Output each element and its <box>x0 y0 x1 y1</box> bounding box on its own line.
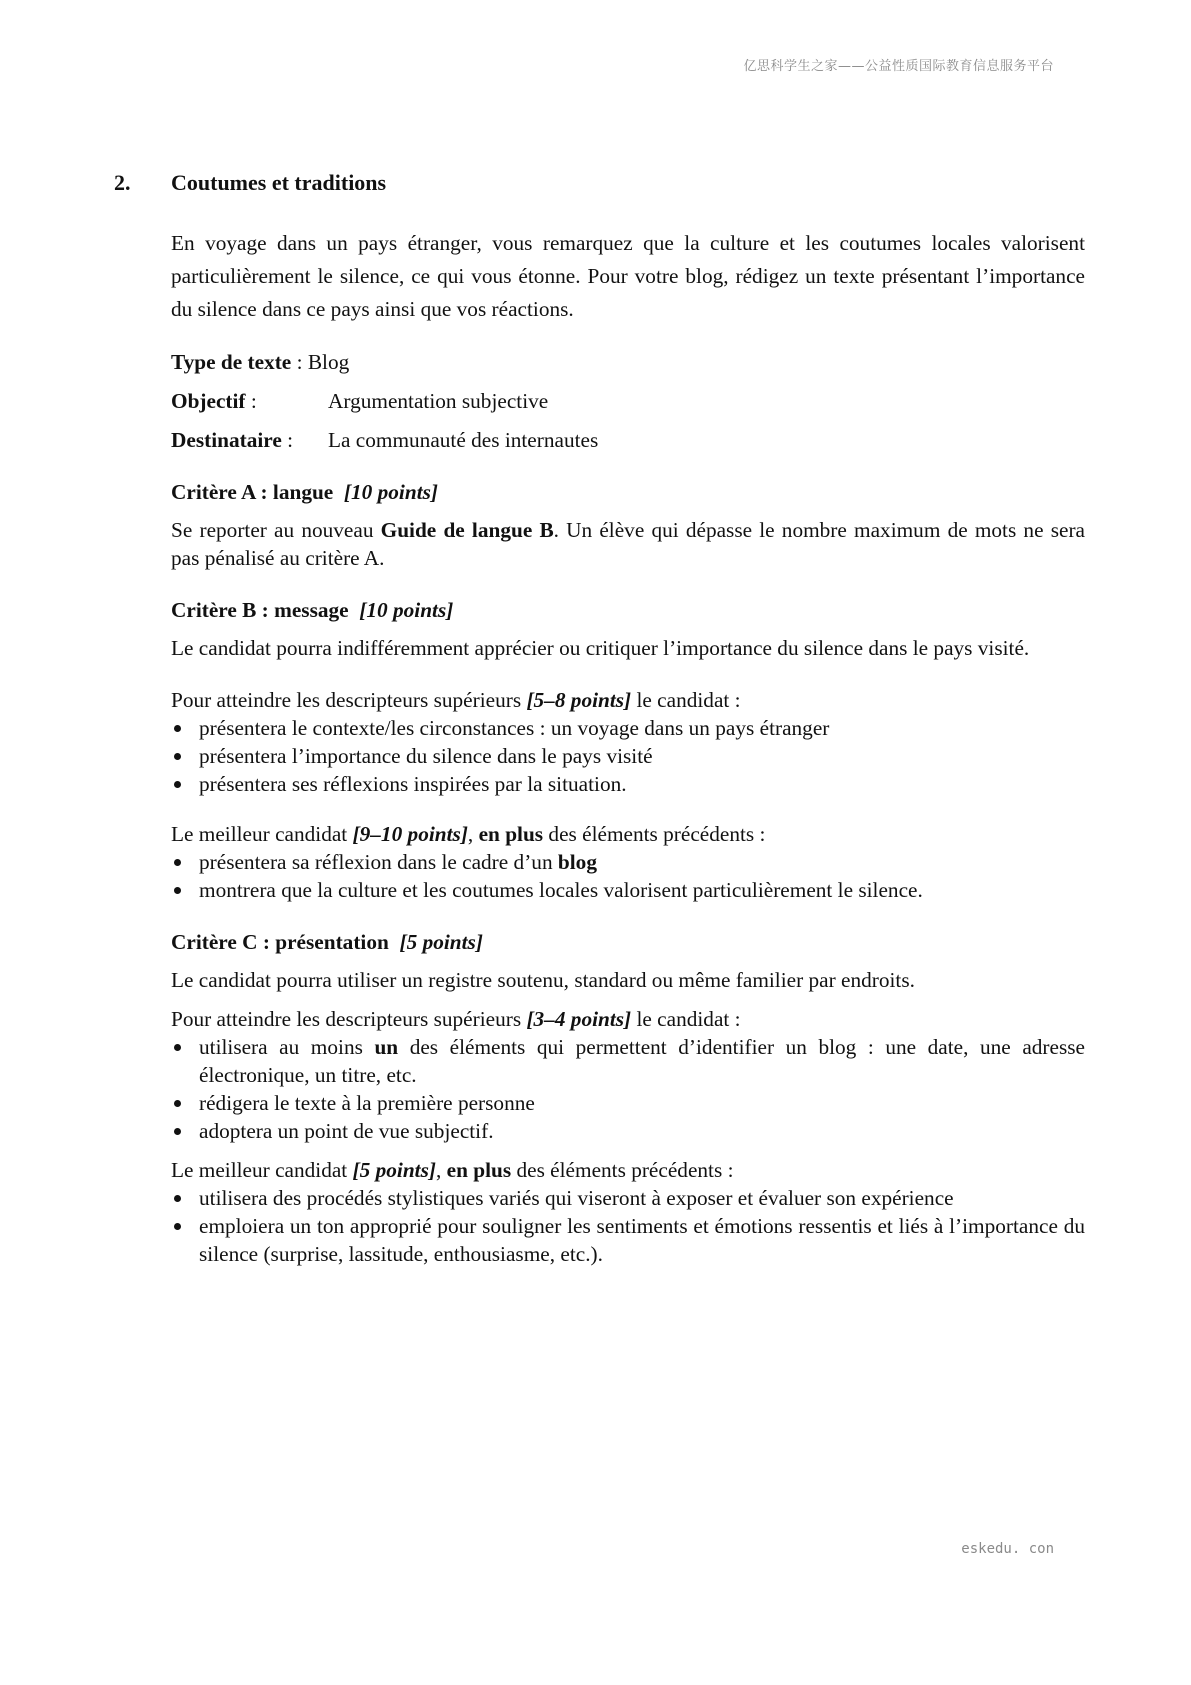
criterion-b-title: Critère B : message [10 points] <box>171 598 454 622</box>
document-body <box>171 227 1085 1268</box>
criterion-b-best-list <box>171 848 1085 904</box>
list-item: rédigera le texte à la première personne <box>171 1089 1085 1117</box>
field-objectif: Objectif : Argumentation subjective <box>171 389 549 413</box>
criterion-b-upper-intro: Pour atteindre les descripteurs supérieurs [5–8 points] le candidat : <box>171 688 741 712</box>
criterion-a-text: Se reporter au nouveau Guide de langue B. Un élève qui dépasse le nombre maximum de mots ne sera pas pénalisé au critère A. <box>171 518 1085 570</box>
list-item: emploiera un ton approprié pour souligner les sentiments et émotions ressentis et liés à l’importance du silence (surprise, lassitude, enthousiasme, etc.). <box>171 1212 1085 1268</box>
list-item: présentera ses réflexions inspirées par la situation. <box>171 770 1085 798</box>
field-type-value: Blog <box>307 350 350 374</box>
list-item: adoptera un point de vue subjectif. <box>171 1117 1085 1145</box>
list-item: présentera le contexte/les circonstances : un voyage dans un pays étranger <box>171 714 1085 742</box>
criterion-b-best-intro: Le meilleur candidat [9–10 points], en plus des éléments précédents : <box>171 822 766 846</box>
criterion-b-upper-list <box>171 714 1085 798</box>
criterion-a-title: Critère A : langue [10 points] <box>171 480 438 504</box>
field-objectif-value: Argumentation subjective <box>328 389 549 413</box>
list-item: montrera que la culture et les coutumes locales valorisent particulièrement le silence. <box>171 876 1085 904</box>
field-type-label: Type de texte <box>171 350 292 374</box>
section-number: 2. <box>114 170 131 195</box>
page-header: 亿思科学生之家——公益性质国际教育信息服务平台 <box>743 59 1054 74</box>
section-title: Coutumes et traditions <box>171 170 387 195</box>
criterion-c-points: [5 points] <box>399 930 483 954</box>
field-destinataire-label: Destinataire <box>171 428 282 452</box>
list-item: utilisera des procédés stylistiques variés qui viseront à exposer et évaluer son expérience <box>171 1184 1085 1212</box>
criterion-b-points: [10 points] <box>359 598 454 622</box>
field-destinataire-value: La communauté des internautes <box>328 428 599 452</box>
criterion-c-best-intro: Le meilleur candidat [5 points], en plus des éléments précédents : <box>171 1158 734 1182</box>
criterion-c-title: Critère C : présentation [5 points] <box>171 930 483 954</box>
intro-paragraph: En voyage dans un pays étranger, vous remarquez que la culture et les coutumes locales valorisent particulièrement le silence, ce qui vous étonne. Pour votre blog, rédigez un texte présentant l’importance du silence dans ce pays ainsi que vos réactions. <box>171 231 1085 321</box>
criterion-c-upper-list <box>171 1033 1085 1145</box>
criterion-a-points: [10 points] <box>343 480 438 504</box>
list-item: utilisera au moins un des éléments qui permettent d’identifier un blog : une date, une adresse électronique, un titre, etc. <box>171 1033 1085 1089</box>
field-type: Type de texte : Blog <box>171 350 350 374</box>
field-destinataire: Destinataire : La communauté des internautes <box>171 428 599 452</box>
page-footer: eskedu. con <box>961 1541 1054 1557</box>
field-objectif-label: Objectif <box>171 389 246 413</box>
criterion-c-best-list <box>171 1184 1085 1268</box>
criterion-c-text: Le candidat pourra utiliser un registre soutenu, standard ou même familier par endroits. <box>171 968 915 992</box>
text-fields <box>171 348 1085 454</box>
criterion-b-text: Le candidat pourra indifféremment apprécier ou critiquer l’importance du silence dans le pays visité. <box>171 636 1030 660</box>
list-item: présentera sa réflexion dans le cadre d’un blog <box>171 848 1085 876</box>
criterion-c-upper-intro: Pour atteindre les descripteurs supérieurs [3–4 points] le candidat : <box>171 1007 741 1031</box>
list-item: présentera l’importance du silence dans le pays visité <box>171 742 1085 770</box>
